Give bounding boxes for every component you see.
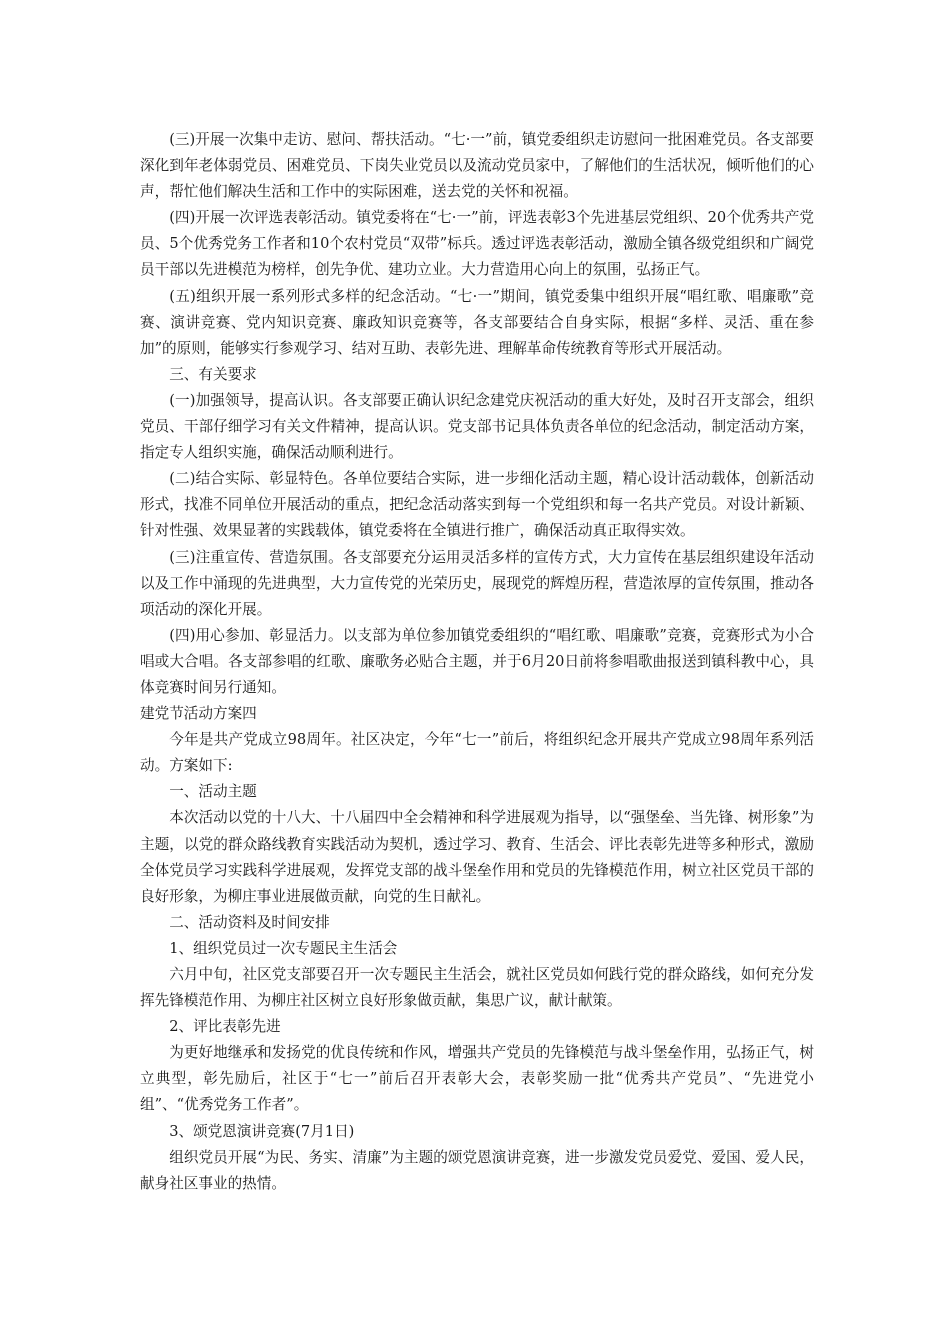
subheading-commendation: 2、评比表彰先进 <box>169 1018 281 1036</box>
section-heading-schedule: 二、活动资料及时间安排 <box>169 913 330 931</box>
paragraph-speech-contest: 组织党员开展“为民、务实、清廉”为主题的颂党恩演讲竞赛，进一步激发党员爱党、爱国、爱人民，献身社区事业的热情。 <box>140 1148 814 1192</box>
paragraph-plan-intro: 今年是共产党成立98周年。社区决定，今年“七一”前后，将组织纪念开展共产党成立98周年系列活动。方案如下: <box>140 731 814 775</box>
section-heading-theme: 一、活动主题 <box>169 783 257 801</box>
subheading-life-meeting: 1、组织党员过一次专题民主生活会 <box>169 939 398 957</box>
section-heading-requirements: 三、有关要求 <box>169 365 257 383</box>
paragraph-publicity: (三)注重宣传、营造氛围。各支部要充分运用灵活多样的宣传方式，大力宣传在基层组织建设年活动以及工作中涌现的先进典型，大力宣传党的光荣历史，展现党的辉煌历程，营造浓厚的宣传氛围，推动各项活动的深化开展。 <box>140 548 814 618</box>
paragraph-commendation-activity: (四)开展一次评选表彰活动。镇党委将在“七·一”前，评选表彰3个先进基层党组织、20个优秀共产党员、5个优秀党务工作者和10个农村党员“双带”标兵。透过评选表彰活动，激励全镇各级党组织和广阔党员干部以先进模范为榜样，创先争优、建功立业。大力营造用心向上的氛围，弘扬正气。 <box>140 209 814 279</box>
paragraph-participation: (四)用心参加、彰显活力。以支部为单位参加镇党委组织的“唱红歌、唱廉歌”竞赛，竞赛形式为小合唱或大合唱。各支部参唱的红歌、廉歌务必贴合主题，并于6月20日前将参唱歌曲报送到镇科教中心，具体竞赛时间另行通知。 <box>140 626 814 696</box>
paragraph-practical-features: (二)结合实际、彰显特色。各单位要结合实际，进一步细化活动主题，精心设计活动载体，创新活动形式，找准不同单位开展活动的重点，把纪念活动落实到每一个党组织和每一名共产党员。对设计新颖、针对性强、效果显著的实践载体，镇党委将在全镇进行推广，确保活动真正取得实效。 <box>140 470 814 540</box>
paragraph-visit-activity: (三)开展一次集中走访、慰问、帮扶活动。“七·一”前，镇党委组织走访慰问一批困难党员。各支部要深化到年老体弱党员、困难党员、下岗失业党员以及流动党员家中，了解他们的生活状况，倾听他们的心声，帮忙他们解决生活和工作中的实际困难，送去党的关怀和祝福。 <box>140 131 814 201</box>
paragraph-leadership: (一)加强领导，提高认识。各支部要正确认识纪念建党庆祝活动的重大好处，及时召开支部会，组织党员、干部仔细学习有关文件精神，提高认识。党支部书记具体负责各单位的纪念活动，制定活动方案，指定专人组织实施，确保活动顺利进行。 <box>140 391 814 462</box>
plan-four-title: 建党节活动方案四 <box>140 705 257 723</box>
paragraph-commendation: 为更好地继承和发扬党的优良传统和作风，增强共产党员的先锋模范与战斗堡垒作用，弘扬正气，树立典型，彰先励后，社区于“七一”前后召开表彰大会，表彰奖励一批“优秀共产党员”、“先进党小组”、“优秀党务工作者”。 <box>140 1044 814 1114</box>
paragraph-life-meeting: 六月中旬，社区党支部要召开一次专题民主生活会，就社区党员如何践行党的群众路线，如何充分发挥先锋模范作用、为柳庄社区树立良好形象做贡献，集思广议，献计献策。 <box>140 966 814 1010</box>
paragraph-theme: 本次活动以党的十八大、十八届四中全会精神和科学进展观为指导，以“强堡垒、当先锋、树形象”为主题，以党的群众路线教育实践活动为契机，透过学习、教育、生活会、评比表彰先进等多种形式，激励全体党员学习实践科学进展观，发挥党支部的战斗堡垒作用和党员的先锋模范作用，树立社区党员干部的良好形象，为柳庄事业进展做贡献，向党的生日献礼。 <box>140 809 814 905</box>
paragraph-memorial-activities: (五)组织开展一系列形式多样的纪念活动。“七·一”期间，镇党委集中组织开展“唱红歌、唱廉歌”竞赛、演讲竞赛、党内知识竞赛、廉政知识竞赛等，各支部要结合自身实际，根据“多样、灵活、重在参加”的原则，能够实行参观学习、结对互助、表彰先进、理解革命传统教育等形式开展活动。 <box>140 287 814 357</box>
subheading-speech-contest: 3、颂党恩演讲竞赛(7月1日) <box>169 1122 355 1140</box>
